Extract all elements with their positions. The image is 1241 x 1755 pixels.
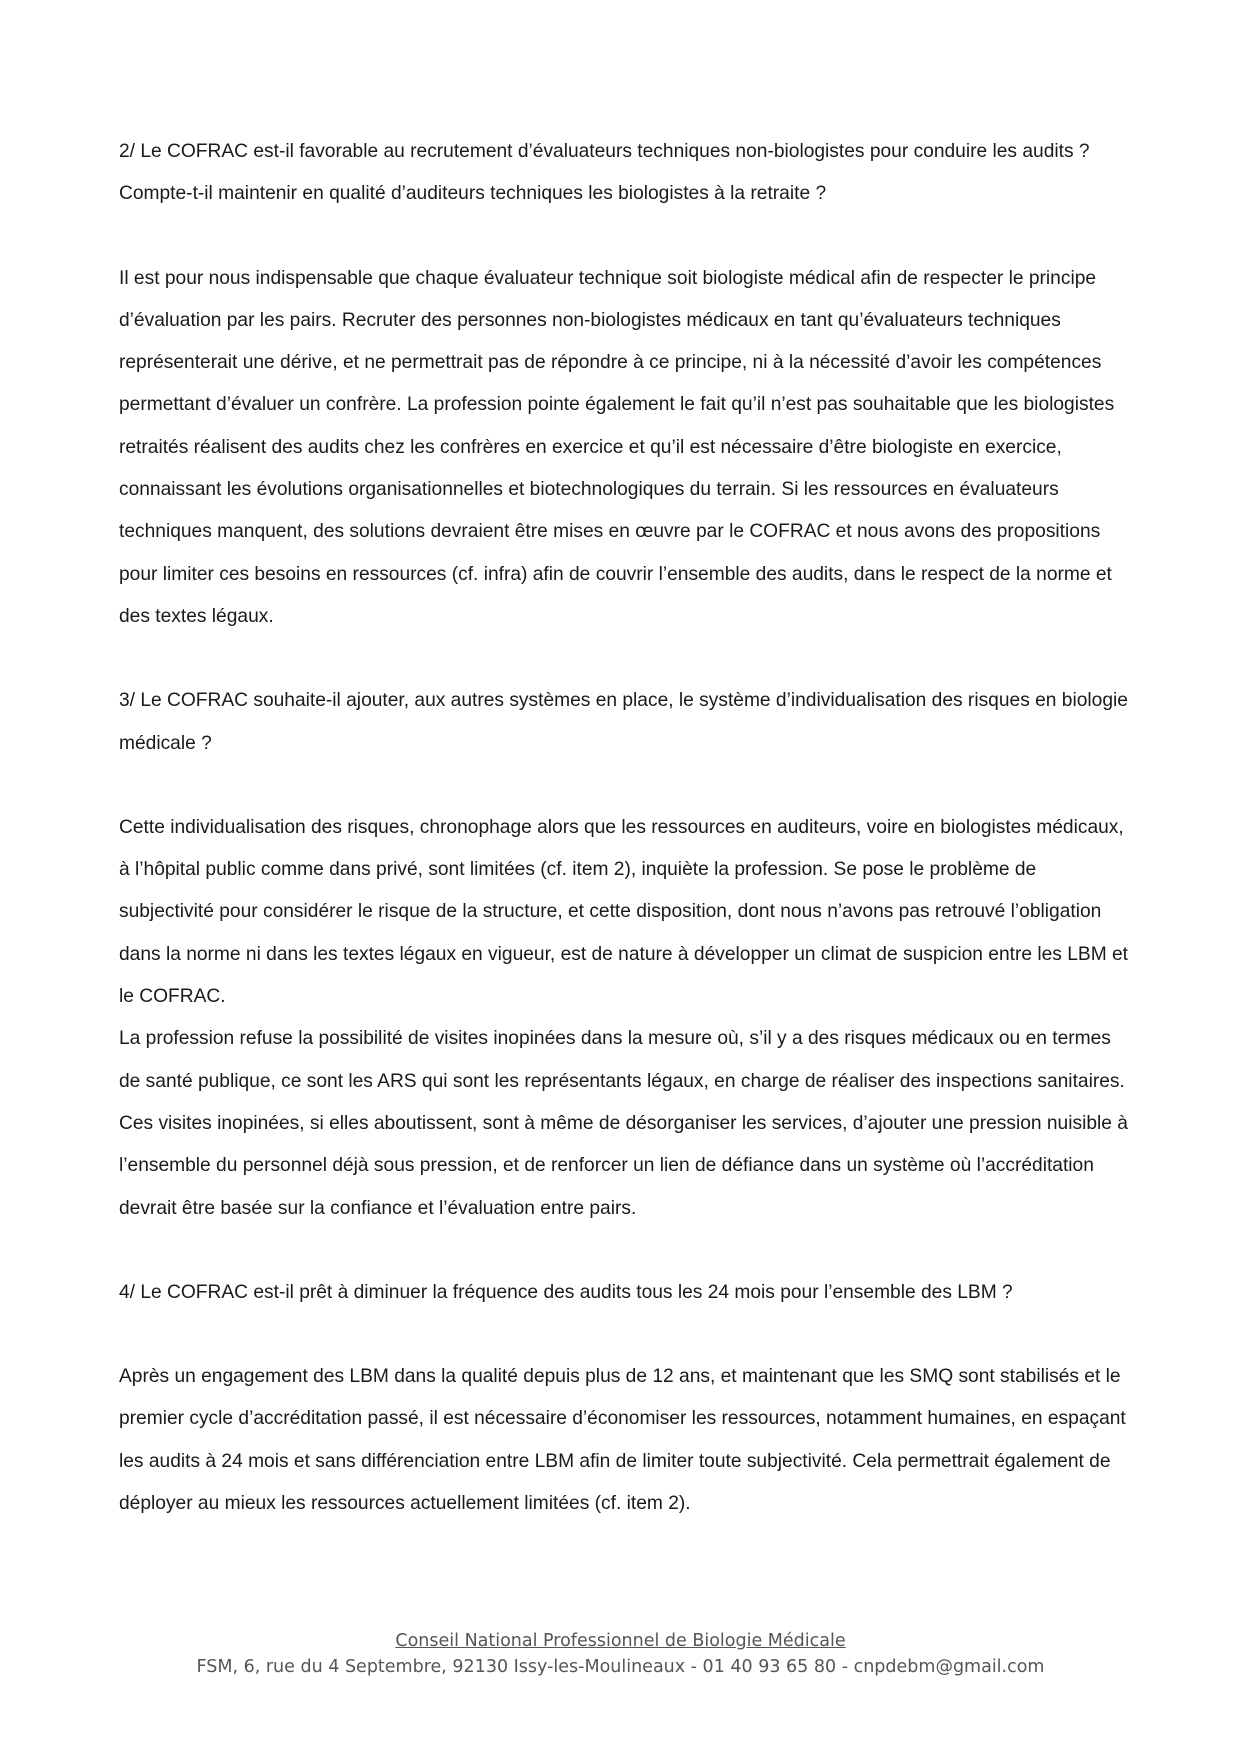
paragraph-gap (119, 1314, 1131, 1356)
answer-2: Il est pour nous indispensable que chaque évaluateur technique soit biologiste médical afin de respecter le principe d’évaluation par les pairs. Recruter des personnes non-biologistes médicaux en tant qu’évaluateurs techniques représenterait une dérive, et ne permettrait pas de répondre à ce principe, ni à la nécessité d’avoir les compétences permettant d’évaluer un confrère. La profession pointe également le fait qu’il n’est pas souhaitable que les biologistes retraités réalisent des audits chez les confrères en exercice et qu’il est nécessaire d’être biologiste en exercice, connaissant les évolutions organisationnelles et biotechnologiques du terrain. Si les ressources en évaluateurs techniques manquent, des solutions devraient être mises en œuvre par le COFRAC et nous avons des propositions pour limiter ces besoins en ressources (cf. infra) afin de couvrir l’ensemble des audits, dans le respect de la norme et des textes légaux. (119, 267, 1115, 627)
document-body (119, 131, 1131, 1525)
paragraph-gap (119, 216, 1131, 258)
paragraph-gap (119, 765, 1131, 807)
paragraph-gap (119, 638, 1131, 680)
page-footer (0, 1628, 1241, 1680)
answer-3-part-2: La profession refuse la possibilité de visites inopinées dans la mesure où, s’il y a des risques médicaux ou en termes de santé publique, ce sont les ARS qui sont les représentants légaux, en charge de réaliser des inspections sanitaires. Ces visites inopinées, si elles aboutissent, sont à même de désorganiser les services, d’ajouter une pression nuisible à l’ensemble du personnel déjà sous pression, et de renforcer un lien de défiance dans un système où l’accréditation devrait être basée sur la confiance et l’évaluation entre pairs. (119, 1028, 1128, 1219)
question-2: 2/ Le COFRAC est-il favorable au recrutement d’évaluateurs techniques non-biologistes pour conduire les audits ? Compte-t-il maintenir en qualité d’auditeurs techniques les biologistes à la retraite ? (119, 141, 1090, 205)
footer-address: FSM, 6, rue du 4 Septembre, 92130 Issy-les-Moulineaux - 01 40 93 65 80 - cnpdebm@gmail.com (196, 1657, 1045, 1677)
answer-4: Après un engagement des LBM dans la qualité depuis plus de 12 ans, et maintenant que les SMQ sont stabilisés et le premier cycle d’accréditation passé, il est nécessaire d’économiser les ressources, notamment humaines, en espaçant les audits à 24 mois et sans différenciation entre LBM afin de limiter toute subjectivité. Cela permettrait également de déployer au mieux les ressources actuellement limitées (cf. item 2). (119, 1366, 1126, 1515)
footer-organization: Conseil National Professionnel de Biologie Médicale (395, 1631, 846, 1651)
answer-3-part-1: Cette individualisation des risques, chronophage alors que les ressources en auditeurs, voire en biologistes médicaux, à l’hôpital public comme dans privé, sont limitées (cf. item 2), inquiète la profession. Se pose le problème de subjectivité pour considérer le risque de la structure, et cette disposition, dont nous n’avons pas retrouvé l’obligation dans la norme ni dans les textes légaux en vigueur, est de nature à développer un climat de suspicion entre les LBM et le COFRAC. (119, 816, 1129, 1008)
question-3: 3/ Le COFRAC souhaite-il ajouter, aux autres systèmes en place, le système d’individualisation des risques en biologie médicale ? (119, 690, 1128, 754)
question-4: 4/ Le COFRAC est-il prêt à diminuer la fréquence des audits tous les 24 mois pour l’ensemble des LBM ? (119, 1281, 1013, 1303)
paragraph-gap (119, 1230, 1131, 1272)
